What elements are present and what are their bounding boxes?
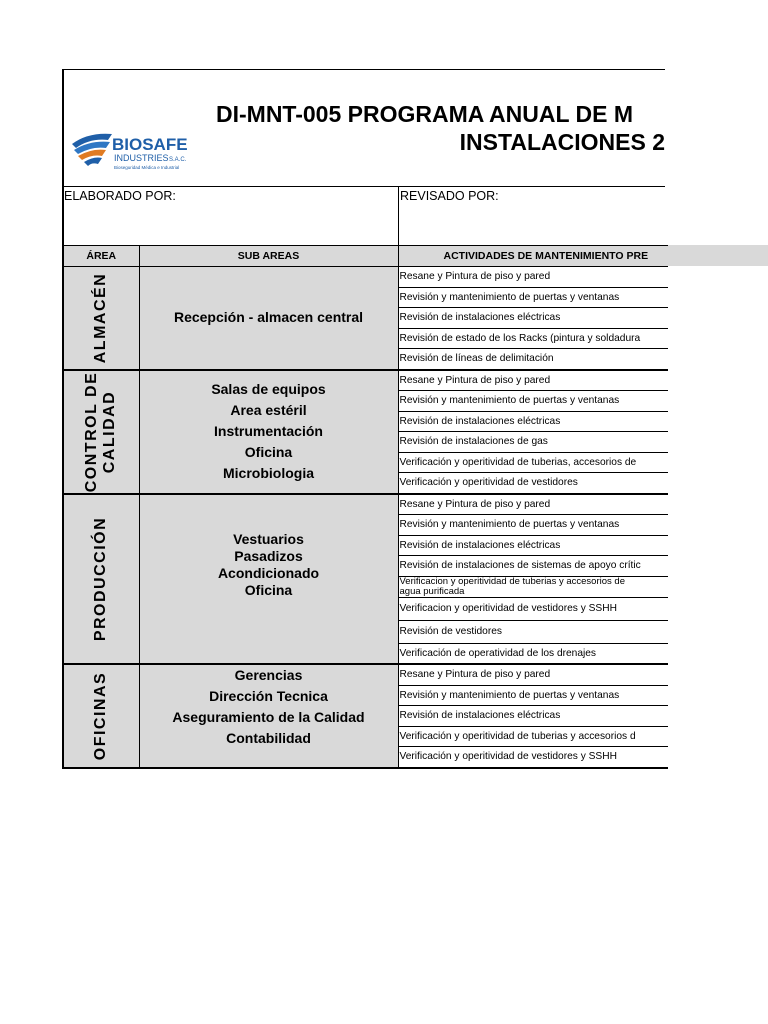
table-row <box>63 664 668 685</box>
subarea: Instrumentación <box>214 423 323 439</box>
area-cell-oficinas <box>63 664 139 768</box>
activity: Revisión de vestidores <box>398 620 668 643</box>
subarea: Recepción - almacen central <box>173 309 364 326</box>
subarea: Aseguramiento de la Calidad <box>172 709 365 725</box>
table-row <box>63 267 668 288</box>
area-label-line-2: CALIDAD <box>101 390 119 473</box>
activity: Verificación y operitividad de tuberias y accesorios d <box>398 726 668 747</box>
title-line-2: INSTALACIONES 2 <box>459 129 665 155</box>
activity: Revisión de líneas de delimitación <box>398 349 668 370</box>
activity: Verificación y operitividad de vestidores <box>398 473 668 494</box>
activity: Verificación y operitividad de tuberias, accesorios de <box>398 452 668 473</box>
subareas-cell <box>139 370 398 494</box>
logo-brand: BIOSAFE <box>112 135 188 154</box>
subarea: Area estéril <box>230 402 307 418</box>
subarea: Gerencias <box>234 667 303 683</box>
logo-tagline: Bioseguridad Médica e Industrial <box>114 165 180 170</box>
subareas-cell <box>139 664 398 768</box>
activity: Resane y Pintura de piso y pared <box>398 370 668 391</box>
activity-line: Verificacion y operitividad de tuberias y accesorios de <box>399 576 625 587</box>
document-header <box>62 69 665 186</box>
activity: Revisión y mantenimiento de puertas y ventanas <box>398 515 668 536</box>
table-header-row <box>63 246 668 267</box>
table-row <box>63 494 668 515</box>
activity: Revisión de instalaciones de gas <box>398 432 668 453</box>
area-cell-produccion <box>63 494 139 665</box>
activity-two-line <box>398 576 668 597</box>
elaborated-by-label: ELABORADO POR: <box>64 187 399 249</box>
activity: Revisión de instalaciones de sistemas de apoyo crític <box>398 556 668 577</box>
document-sheet <box>62 69 665 247</box>
subarea: Microbiologia <box>223 465 314 481</box>
header-band-overflow <box>665 245 768 266</box>
subarea: Salas de equipos <box>211 381 326 397</box>
subarea: Vestuarios <box>233 530 304 547</box>
subarea: Acondicionado <box>217 564 320 581</box>
activity: Verificación de operatividad de los drenajes <box>398 643 668 664</box>
col-header-area: ÁREA <box>63 246 139 267</box>
activity: Revisión y mantenimiento de puertas y ventanas <box>398 391 668 412</box>
biosafe-logo <box>68 124 200 182</box>
col-header-subareas: SUB AREAS <box>139 246 398 267</box>
activity: Revisión de instalaciones eléctricas <box>398 706 668 727</box>
area-label-line-1: CONTROL DE <box>83 371 101 492</box>
subarea: Contabilidad <box>226 730 311 746</box>
subarea: Oficina <box>244 581 293 598</box>
activity: Verificacion y operitividad de vestidores y SSHH <box>398 597 668 620</box>
area-label: PRODUCCIÓN <box>92 516 110 641</box>
activity: Revisión de estado de los Racks (pintura y soldadura <box>398 328 668 349</box>
area-label: OFICINAS <box>92 671 110 760</box>
activity: Revisión y mantenimiento de puertas y ventanas <box>398 685 668 706</box>
activity: Revisión y mantenimiento de puertas y ventanas <box>398 287 668 308</box>
table-row <box>63 370 668 391</box>
activity: Revisión de instalaciones eléctricas <box>398 535 668 556</box>
activity: Resane y Pintura de piso y pared <box>398 267 668 288</box>
logo-sub: INDUSTRIES <box>114 153 169 163</box>
activity: Verificación y operitividad de vestidores y SSHH <box>398 747 668 768</box>
activity: Revisión de instalaciones eléctricas <box>398 308 668 329</box>
activity: Revisión de instalaciones eléctricas <box>398 411 668 432</box>
subareas-cell <box>139 267 398 370</box>
subareas-cell <box>139 494 398 665</box>
subarea: Oficina <box>244 444 293 460</box>
activity: Resane y Pintura de piso y pared <box>398 494 668 515</box>
title-line-1: DI-MNT-005 PROGRAMA ANUAL DE M <box>216 101 633 127</box>
area-label: ALMACÉN <box>92 272 110 363</box>
area-cell-control-calidad <box>63 370 139 494</box>
col-header-activities: ACTIVIDADES DE MANTENIMIENTO PRE <box>398 246 668 267</box>
activity-line: agua purificada <box>399 585 465 597</box>
signature-row <box>62 186 665 247</box>
logo-suffix: S.A.C. <box>169 157 187 163</box>
reviewed-by-label: REVISADO POR: <box>400 189 499 203</box>
activity: Resane y Pintura de piso y pared <box>398 664 668 685</box>
area-cell-almacen <box>63 267 139 370</box>
area-label <box>83 371 119 491</box>
maintenance-table <box>62 245 668 769</box>
subarea: Dirección Tecnica <box>209 688 328 704</box>
subarea: Pasadizos <box>234 547 303 564</box>
